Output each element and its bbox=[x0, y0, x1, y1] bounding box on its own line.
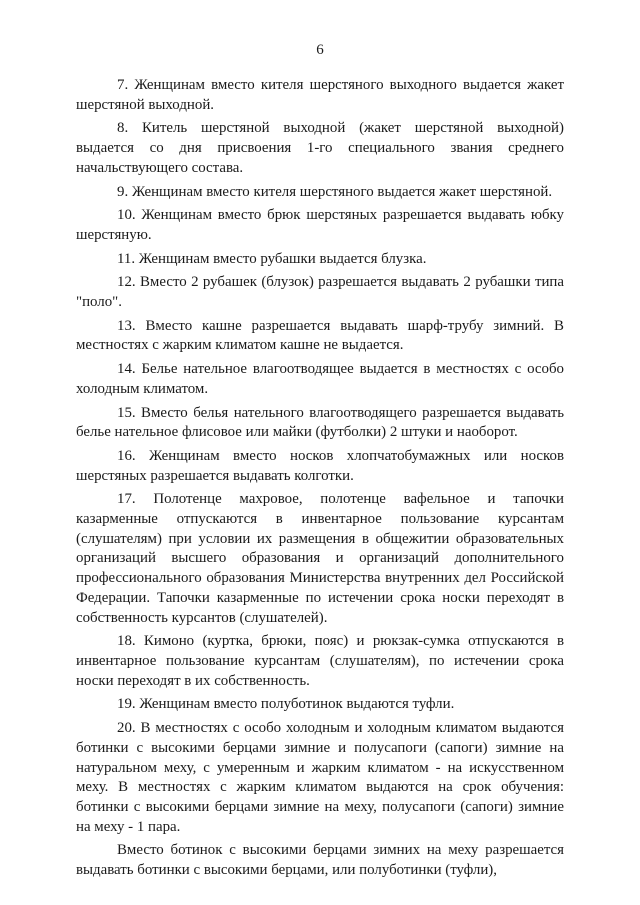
paragraph-item-14: 14. Белье нательное влагоотводящее выдается в местностях с особо холодным климатом. bbox=[76, 361, 564, 397]
paragraph-item-13: 13. Вместо кашне разрешается выдавать шарф-трубу зимний. В местностях с жарким климатом кашне не выдается. bbox=[76, 317, 564, 354]
paragraph-item-11: 11. Женщинам вместо рубашки выдается блузка. bbox=[117, 250, 427, 267]
paragraph-item-12: 12. Вместо 2 рубашек (блузок) разрешается выдавать 2 рубашки типа "поло". bbox=[76, 274, 564, 311]
paragraph-item-18: 18. Кимоно (куртка, брюки, пояс) и рюкзак-сумка отпускаются в инвентарное пользование курсантам (слушателям), по истечении срока носки переходят в их собственность. bbox=[76, 633, 564, 689]
paragraph-item-15: 15. Вместо белья нательного влагоотводящего разрешается выдавать белье нательное флисовое или майки (футболки) 2 штуки и наоборот. bbox=[76, 404, 564, 441]
paragraph-continuation: Вместо ботинок с высокими берцами зимних на меху разрешается выдавать ботинки с высокими берцами, или полуботинки (туфли), bbox=[76, 842, 564, 879]
document-body bbox=[76, 76, 564, 885]
paragraph-item-7: 7. Женщинам вместо кителя шерстяного выходного выдается жакет шерстяной выходной. bbox=[76, 77, 564, 113]
paragraph-item-16: 16. Женщинам вместо носков хлопчатобумажных или носков шерстяных разрешается выдавать колготки. bbox=[76, 447, 564, 484]
paragraph-item-20: 20. В местностях с особо холодным и холодным климатом выдаются ботинки с высокими берцами зимние и полусапоги (сапоги) зимние на натуральном меху, с умеренным и жарким климатом - на искусственном меху. В местностях с жарким климатом выдаются на срок обучения: ботинки с высокими берцами зимние на меху, полусапоги (сапоги) зимние на меху - 1 пара. bbox=[76, 720, 564, 835]
paragraph-item-10: 10. Женщинам вместо брюк шерстяных разрешается выдавать юбку шерстяную. bbox=[76, 207, 564, 243]
page-number: 6 bbox=[316, 42, 324, 58]
paragraph-item-19: 19. Женщинам вместо полуботинок выдаются туфли. bbox=[117, 696, 455, 713]
paragraph-item-9: 9. Женщинам вместо кителя шерстяного выдается жакет шерстяной. bbox=[117, 183, 553, 200]
paragraph-item-8: 8. Китель шерстяной выходной (жакет шерстяной выходной) выдается со дня присвоения 1-го специального звания среднего начальствующего состава. bbox=[76, 120, 564, 176]
paragraph-item-17: 17. Полотенце махровое, полотенце вафельное и тапочки казарменные отпускаются в инвентарное пользование курсантам (слушателям) при условии их размещения в общежитии образовательных организаций высшего образования и организаций дополнительного профессионального образования Министерства внутренних дел Российской Федерации. Тапочки казарменные по истечении срока носки переходят в собственность курсантов (слушателей). bbox=[76, 491, 564, 626]
